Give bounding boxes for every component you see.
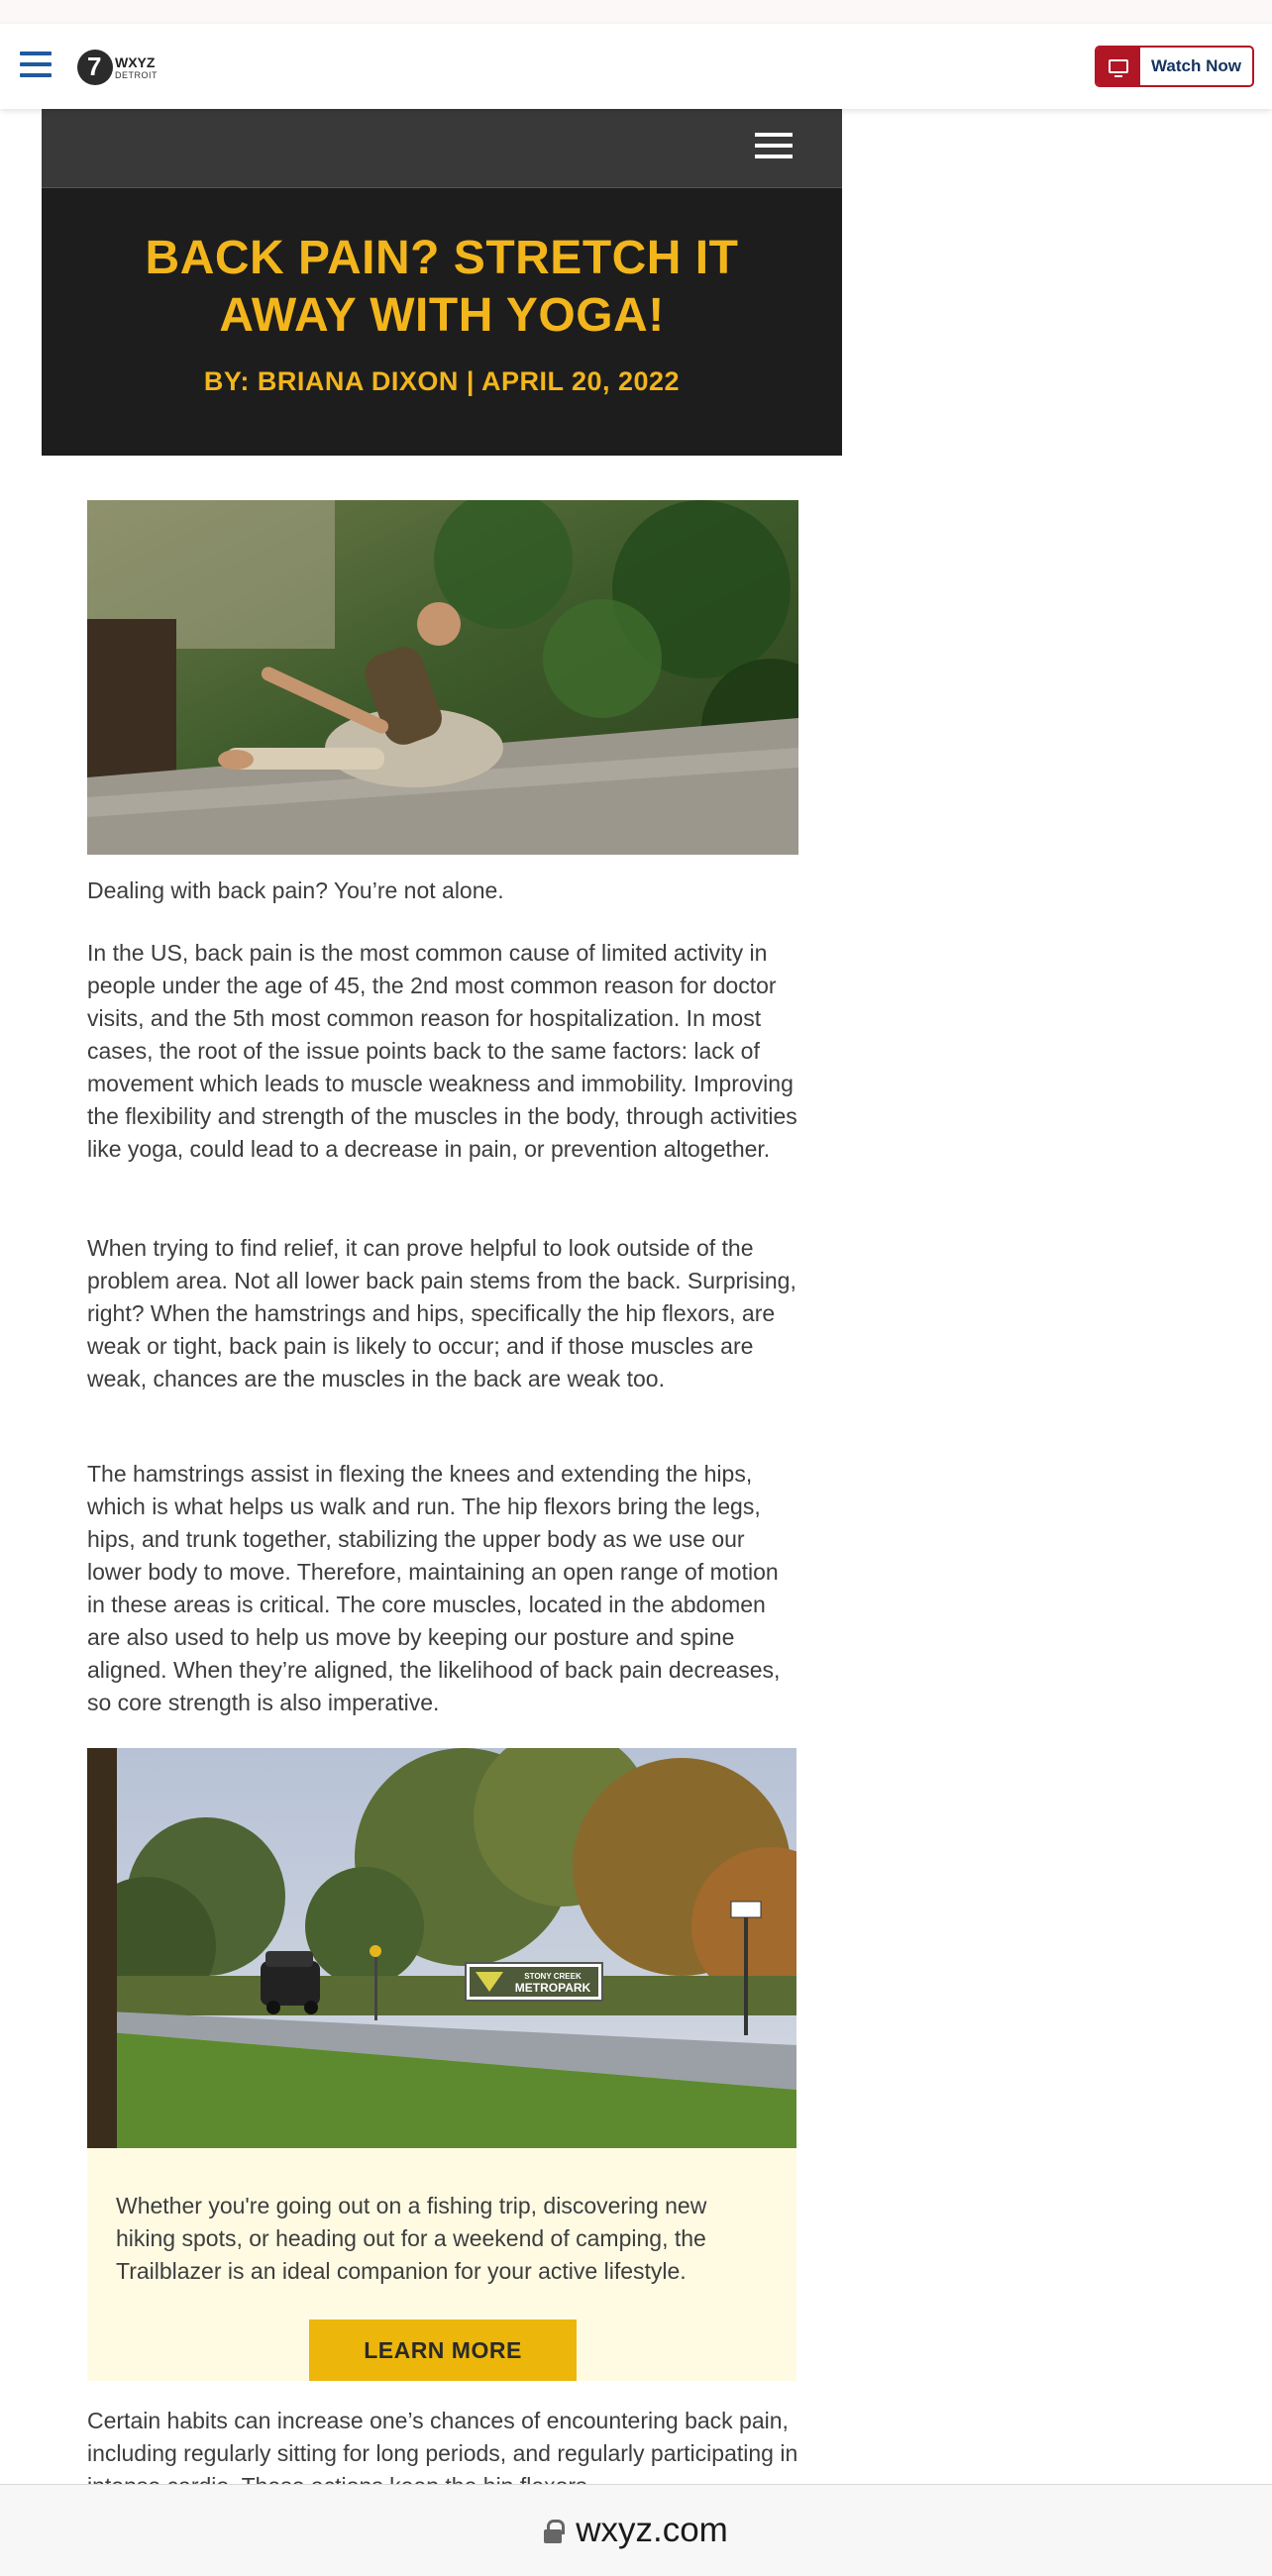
paragraph-4: The hamstrings assist in flexing the knees and extending the hips, which is what helps us walk and run. The hip flexors bring the legs, hips, and trunk together, stabilizing the upper body as we use our lower body to move. Therefore, maintaining an open range of motion in these areas is critical. The core muscles, located in the abdomen are also used to help us move by keeping our posture and spine aligned. When they’re aligned, the likelihood of back pain decreases, so core strength is also imperative. [87, 1461, 781, 1715]
menu-icon[interactable] [20, 52, 52, 79]
abc7-logo-icon [77, 50, 113, 85]
lock-icon [544, 2520, 562, 2545]
watch-now-label: Watch Now [1151, 56, 1241, 75]
article-hero [42, 188, 842, 456]
learn-more-button[interactable]: LEARN MORE [309, 2319, 577, 2381]
sign-line2: METROPARK [514, 1981, 591, 1995]
logo-callsign: WXYZ [115, 54, 156, 70]
ad-callout [87, 2148, 796, 2381]
site-header [0, 24, 1272, 109]
sponsored-menu-icon[interactable] [755, 133, 793, 162]
article-title: BACK PAIN? STRETCH IT AWAY WITH YOGA! [145, 232, 739, 342]
logo-city: DETROIT [115, 70, 158, 80]
browser-address-bar[interactable] [0, 2484, 1272, 2576]
tv-icon [1097, 48, 1140, 85]
paragraph-3: When trying to find relief, it can prove helpful to look outside of the problem area. Not all lower back pain stems from the back. Surprising, right? When the hamstrings and hips, specifically the hip flexors, are weak or tight, back pain is likely to occur; and if those muscles are weak, chances are the muscles in the back are weak too. [87, 1235, 796, 1391]
station-logo[interactable] [77, 50, 158, 85]
paragraph-1: Dealing with back pain? You’re not alone. [87, 877, 504, 903]
url-text: wxyz.com [576, 2511, 728, 2549]
paragraph-5: Certain habits can increase one’s chances of encountering back pain, including regularly sitting for long periods, and regularly participating in [87, 2408, 798, 2466]
sign-line1: STONY CREEK [524, 1972, 582, 1981]
ad-copy: Whether you're going out on a fishing trip, discovering new hiking spots, or heading out for a weekend of camping, the Trailblazer is an ideal companion for your active lifestyle. [116, 2193, 707, 2284]
article-byline: BY: BRIANA DIXON | APRIL 20, 2022 [203, 366, 681, 396]
paragraph-2: In the US, back pain is the most common cause of limited activity in people under the age of 45, the 2nd most common reason for doctor visits, and the 5th most common reason for hospitalization. In most cases, the root of the issue points back to the same factors: lack of movement which leads to muscle weakness and immobility. Improving the flexibility and strength of the muscles in the body, through activities like yoga, could lead to a decrease in pain, or prevention altogether. [87, 940, 797, 1162]
watch-now-button[interactable] [1095, 46, 1254, 87]
status-strip [0, 0, 1272, 24]
sponsored-nav-bar [42, 109, 842, 188]
yoga-photo [87, 500, 798, 855]
trailblazer-ad-photo[interactable] [87, 1748, 796, 2148]
